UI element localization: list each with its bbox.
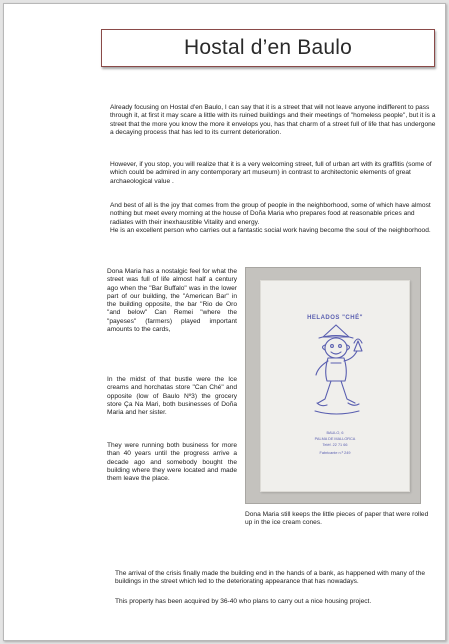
intro-paragraph-3: And best of all is the joy that comes from the group of people in the neighborhood, some of which have almost nothing but meet every morning at the house of Doña Maria who prepares food at reasonable prices and radiates with their inexhaustible Vitality and energy. He is an excellent person who carries out a fantastic social work having become the soul of the neighborhood.	[110, 202, 431, 234]
column-paragraph-2: In the midst of that bustle were the Ice creams and horchatas store "Can Ché" and opposite (low of Baulo Nº3) the grocery store Ça Na Mari, both businesses of Doña Maria and her sister.	[107, 376, 237, 417]
intro-paragraph-1: Already focusing on Hostal d'en Baulo, I can say that it is a street that will not leave anyone indifferent to pass through it, at first it may scare a little with its ruined buildings and their meetings of "homeless people", but it is a street that the more you know the more it envelops you, has that charm of a street full of life that has undergone a decaying process that has led to its current deterioration.	[110, 104, 436, 136]
paper-address-line-3: Teléf. 22 71 66	[322, 443, 348, 447]
closing-paragraph-2: This property has been acquired by 36-40 who plans to carry out a nice housing project.	[115, 598, 372, 605]
column-paragraph-3: They were running both business for more than 40 years until the progress arrive a decade ago and somebody bought the building where they were located and made them leave the place.	[107, 442, 237, 483]
intro-paragraph-2: However, if you stop, you will realize that it is a very welcoming street, full of urban art with its graffitis (some of which could be admired in any contemporary art museum) in contrast to architectonic elements of great archaeological value .	[110, 161, 432, 185]
paper-serial-text: Fabricante n.º 249	[319, 451, 351, 455]
paper-address-line-2: PALMA DE MALLORCA	[314, 437, 356, 441]
ice-cream-boy-illustration	[303, 321, 369, 425]
paper-brand-text: HELADOS "CHÉ"	[307, 315, 363, 321]
closing-paragraph-1: The arrival of the crisis finally made the building end in the hands of a bank, as happened with many of the buildings in the street which led to the deteriorating appearance that has nowadays.	[115, 570, 426, 586]
paper-address-line-1: BAULO, 6	[326, 431, 344, 435]
paper-sheet	[260, 280, 410, 492]
photo-caption: Dona Maria still keeps the little pieces of paper that were rolled up in the ice cream cones.	[245, 511, 429, 527]
page-title: Hostal d’en Baulo	[183, 36, 352, 59]
document-page	[3, 3, 446, 641]
column-paragraph-1: Dona Maria has a nostalgic feel for what the street was full of life almost half a century ago when the "Bar Buffalo" was in the lower part of our building, the "American Bar" in the building opposite, the bar "Rio de Oro "and below" Can Remei "where the "payeses" (farmers) played important amounts to the cards,	[107, 268, 237, 334]
title-box	[101, 29, 435, 67]
ice-cream-paper-photo	[245, 267, 421, 504]
